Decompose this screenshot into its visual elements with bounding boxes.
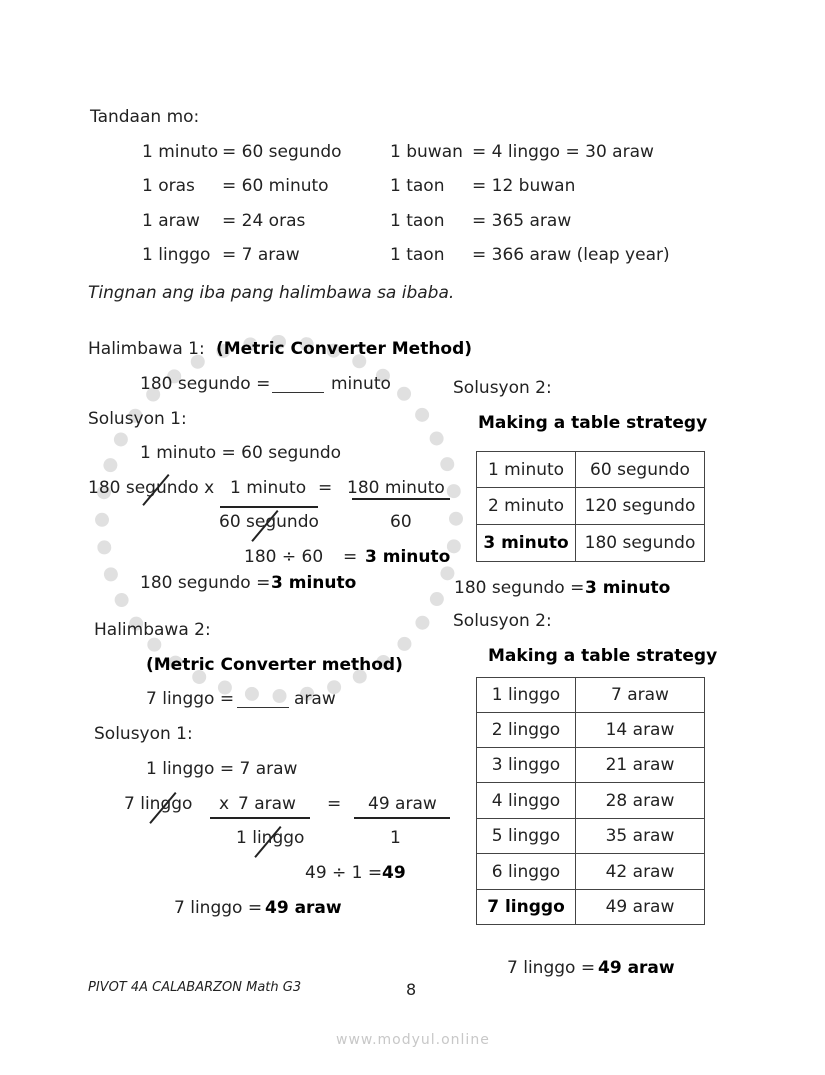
ex1-conversion-table xyxy=(476,451,705,562)
ex1-eq-lhs: 180 segundo x xyxy=(88,478,215,498)
reminder-left-4-a: 1 linggo xyxy=(142,245,211,265)
ex2-answer-left: 7 linggo = xyxy=(174,898,263,918)
reminder-right-2-b: = 12 buwan xyxy=(472,176,576,196)
table-row xyxy=(477,819,705,854)
table-row xyxy=(477,854,705,890)
table-cell: 21 araw xyxy=(576,748,705,783)
ex2-eq-num: 7 araw xyxy=(238,794,296,814)
ex2-eq-rhs-den: 1 xyxy=(390,828,401,848)
table-cell: 1 linggo xyxy=(477,678,576,713)
ex1-eq-rhs-num: 180 minuto xyxy=(347,478,445,498)
ex2-fraction-bar-left xyxy=(210,817,310,819)
table-row xyxy=(477,488,705,525)
ex2-eq-equals: = xyxy=(327,794,342,814)
reminder-right-3-b: = 365 araw xyxy=(472,211,572,231)
reminder-left-3-b: = 24 oras xyxy=(222,211,306,231)
table-cell: 2 linggo xyxy=(477,713,576,748)
reminder-left-2-b: = 60 minuto xyxy=(222,176,329,196)
ex2-table-title: Making a table strategy xyxy=(488,646,718,666)
reminder-left-3-a: 1 araw xyxy=(142,211,200,231)
ex2-sol1-label: Solusyon 1: xyxy=(94,724,193,744)
ex2-method: (Metric Converter method) xyxy=(146,655,403,675)
reminder-right-3-a: 1 taon xyxy=(390,211,445,231)
table-cell: 42 araw xyxy=(576,854,705,890)
table-row xyxy=(477,452,705,488)
ex2-division-result: 49 xyxy=(382,863,406,883)
ex1-fraction-bar-right xyxy=(352,498,450,500)
table-cell: 4 linggo xyxy=(477,783,576,819)
ex1-fact: 1 minuto = 60 segundo xyxy=(140,443,342,463)
ex2-eq-lhs: 7 linggo xyxy=(124,794,193,814)
table-cell: 5 linggo xyxy=(477,819,576,854)
ex2-problem-left: 7 linggo = xyxy=(146,689,235,709)
table-cell: 7 linggo xyxy=(477,890,576,925)
ex1-table-answer-left: 180 segundo = xyxy=(454,578,585,598)
table-cell: 6 linggo xyxy=(477,854,576,890)
ex2-label: Halimbawa 2: xyxy=(94,620,211,640)
ex2-eq-den: 1 linggo xyxy=(236,828,305,848)
ex1-division-result: 3 minuto xyxy=(365,547,451,567)
page-number: 8 xyxy=(406,980,417,999)
table-cell: 14 araw xyxy=(576,713,705,748)
table-cell: 1 minuto xyxy=(477,452,576,488)
ex2-division: 49 ÷ 1 = xyxy=(305,863,383,883)
reminder-left-4-b: = 7 araw xyxy=(222,245,300,265)
ex1-sol1-label: Solusyon 1: xyxy=(88,409,187,429)
ex1-method: (Metric Converter Method) xyxy=(216,339,473,359)
ex1-answer-left: 180 segundo = xyxy=(140,573,271,593)
table-row xyxy=(477,678,705,713)
reminder-right-1-b: = 4 linggo = 30 araw xyxy=(472,142,654,162)
reminder-left-1-a: 1 minuto xyxy=(142,142,219,162)
reminder-heading: Tandaan mo: xyxy=(90,107,200,127)
ex2-fraction-bar-right xyxy=(354,817,450,819)
ex1-eq-equals: = xyxy=(318,478,333,498)
reminder-right-4-a: 1 taon xyxy=(390,245,445,265)
ex2-table-answer-right: 49 araw xyxy=(598,958,675,978)
ex2-eq-x: x xyxy=(219,794,230,814)
table-cell: 49 araw xyxy=(576,890,705,925)
ex2-table-answer-left: 7 linggo = xyxy=(507,958,596,978)
ex1-sol2-label: Solusyon 2: xyxy=(453,378,552,398)
reminder-right-4-b: = 366 araw (leap year) xyxy=(472,245,670,265)
table-cell: 120 segundo xyxy=(576,488,705,525)
ex1-label: Halimbawa 1: xyxy=(88,339,205,359)
ex2-eq-rhs-num: 49 araw xyxy=(368,794,437,814)
ex1-eq-rhs-den: 60 xyxy=(390,512,412,532)
ex1-division-equals: = xyxy=(343,547,358,567)
table-cell: 180 segundo xyxy=(576,525,705,562)
table-row xyxy=(477,783,705,819)
ex2-fact: 1 linggo = 7 araw xyxy=(146,759,298,779)
reminder-right-1-a: 1 buwan xyxy=(390,142,463,162)
ex2-answer-right: 49 araw xyxy=(265,898,342,918)
table-row xyxy=(477,525,705,562)
ex1-problem-blank xyxy=(272,392,324,393)
ex1-eq-num: 1 minuto xyxy=(230,478,307,498)
reminder-note: Tingnan ang iba pang halimbawa sa ibaba. xyxy=(88,283,455,303)
table-row xyxy=(477,713,705,748)
table-row xyxy=(477,748,705,783)
table-cell: 7 araw xyxy=(576,678,705,713)
ex1-eq-den: 60 segundo xyxy=(219,512,319,532)
ex1-problem-right: minuto xyxy=(331,374,391,394)
ex2-conversion-table xyxy=(476,677,705,925)
ex1-fraction-bar-left xyxy=(220,506,318,508)
table-row xyxy=(477,890,705,925)
table-cell: 3 linggo xyxy=(477,748,576,783)
reminder-left-1-b: = 60 segundo xyxy=(222,142,342,162)
table-cell: 2 minuto xyxy=(477,488,576,525)
footer-source: PIVOT 4A CALABARZON Math G3 xyxy=(88,980,302,995)
site-watermark: www.modyul.online xyxy=(336,1032,490,1048)
ex2-problem-blank xyxy=(237,707,289,708)
ex1-answer-right: 3 minuto xyxy=(271,573,357,593)
reminder-right-2-a: 1 taon xyxy=(390,176,445,196)
table-cell: 35 araw xyxy=(576,819,705,854)
table-cell: 28 araw xyxy=(576,783,705,819)
ex1-table-title: Making a table strategy xyxy=(478,413,708,433)
ex1-problem-left: 180 segundo = xyxy=(140,374,271,394)
ex1-division: 180 ÷ 60 xyxy=(244,547,324,567)
reminder-left-2-a: 1 oras xyxy=(142,176,195,196)
table-cell: 3 minuto xyxy=(477,525,576,562)
ex1-table-answer-right: 3 minuto xyxy=(585,578,671,598)
ex2-problem-right: araw xyxy=(294,689,336,709)
ex2-sol2-label: Solusyon 2: xyxy=(453,611,552,631)
table-cell: 60 segundo xyxy=(576,452,705,488)
